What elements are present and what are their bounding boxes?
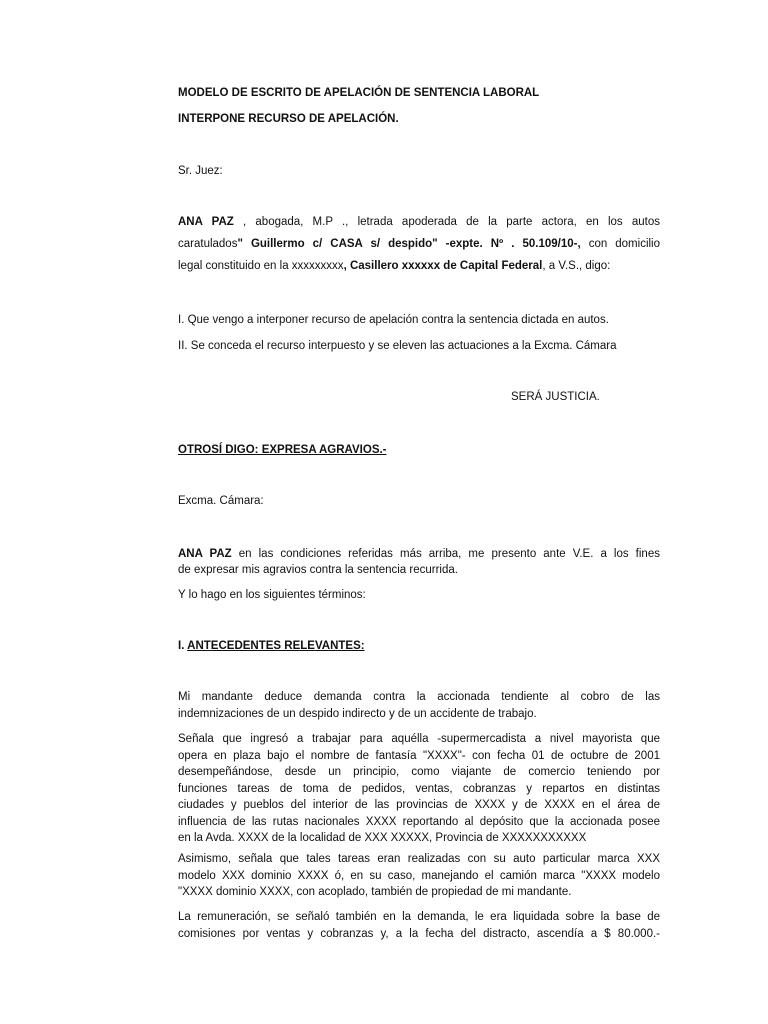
presento-paragraph bbox=[178, 546, 660, 578]
paragraph-3-line: modelo XXX dominio XXXX ó, en su caso, manejando el camión marca "XXXX modelo bbox=[178, 869, 660, 882]
paragraph-2-line: influencia de las rutas nacionales XXXX reportando al depósito que la accionada posee bbox=[178, 815, 660, 828]
section-i-heading: I. ANTECEDENTES RELEVANTES: bbox=[178, 640, 365, 652]
presento-line-2: de expresar mis agravios contra la sentencia recurrida. bbox=[178, 564, 458, 576]
salutation: Sr. Juez: bbox=[178, 165, 223, 177]
paragraph-3 bbox=[178, 851, 660, 901]
paragraph-4 bbox=[178, 909, 660, 942]
lawyer-name: ANA PAZ bbox=[178, 216, 234, 228]
paragraph-4-line: La remuneración, se señaló también en la demanda, le era liquidada sobre la base de bbox=[178, 911, 660, 923]
paragraph-1 bbox=[178, 689, 660, 722]
paragraph-3-line: Asimismo, señala que tales tareas eran realizadas con su auto particular marca XXX bbox=[178, 853, 660, 865]
paragraph-2-line: funciones tareas de toma de pedidos, ventas, cobranzas y repartos en distintas bbox=[178, 782, 660, 795]
casillero: , Casillero xxxxxx de Capital Federal bbox=[343, 260, 543, 272]
paragraph-3-line: "XXXX dominio XXXX, con acoplado, también de propiedad de mi mandante. bbox=[178, 886, 572, 898]
paragraph-2-line: ciudades y pueblos del interior de las provincias de XXXX y de XXXX en el área de bbox=[178, 799, 660, 811]
paragraph-2-line: desempeñándose, desde un principio, como viajante de comercio teniendo por bbox=[178, 766, 660, 778]
paragraph-1-line: indemnizaciones de un despido indirecto y de un accidente de trabajo. bbox=[178, 707, 537, 720]
paragraph-1-line: Mi mandante deduce demanda contra la accionada tendiente al cobro de las bbox=[178, 691, 660, 703]
excma-salutation: Excma. Cámara: bbox=[178, 495, 264, 507]
point-i: I. Que vengo a interponer recurso de apelación contra la sentencia dictada en autos. bbox=[178, 314, 609, 326]
intro-line-2: caratulados" Guillermo c/ CASA s/ despido" -expte. Nº . 50.109/10-, con domicilio bbox=[178, 238, 661, 250]
paragraph-4-line: comisiones por ventas y cobranzas y, a la fecha del distracto, ascendía a $ 80.000.- bbox=[178, 927, 660, 940]
intro-line-1: ANA PAZ , abogada, M.P ., letrada apoderada de la parte actora, en los autos bbox=[178, 216, 660, 228]
paragraph-2 bbox=[178, 731, 660, 847]
intro-line-3: legal constituido en la xxxxxxxxx, Casillero xxxxxx de Capital Federal, a V.S., digo: bbox=[178, 260, 611, 272]
paragraph-2-line: en la Avda. XXXX de la localidad de XXX XXXXX, Provincia de XXXXXXXXXXX bbox=[178, 832, 587, 844]
presento-line-1: ANA PAZ en las condiciones referidas más arriba, me presento ante V.E. a los fines bbox=[178, 548, 660, 560]
document-subtitle: INTERPONE RECURSO DE APELACIÓN. bbox=[178, 113, 399, 125]
paragraph-2-line: opera en plaza bajo el nombre de fantasía "XXXX"- con fecha 01 de octubre de 2001 bbox=[178, 749, 660, 762]
document-title: MODELO DE ESCRITO DE APELACIÓN DE SENTENCIA LABORAL bbox=[178, 87, 540, 99]
otrosi-heading: OTROSÍ DIGO: EXPRESA AGRAVIOS.- bbox=[178, 444, 387, 456]
intro-paragraph bbox=[178, 211, 660, 277]
section-i-title: ANTECEDENTES RELEVANTES: bbox=[187, 640, 365, 652]
case-caption: " Guillermo c/ CASA s/ despido" -expte. Nº . 50.109/10-, bbox=[237, 238, 581, 250]
closing-formula: SERÁ JUSTICIA. bbox=[511, 391, 600, 403]
point-ii: II. Se conceda el recurso interpuesto y se eleven las actuaciones a la Excma. Cámara bbox=[178, 340, 617, 352]
paragraph-2-line: Señala que ingresó a trabajar para aquélla -supermercadista a nivel mayorista que bbox=[178, 733, 660, 745]
terminos-line: Y lo hago en los siguientes términos: bbox=[178, 589, 366, 601]
